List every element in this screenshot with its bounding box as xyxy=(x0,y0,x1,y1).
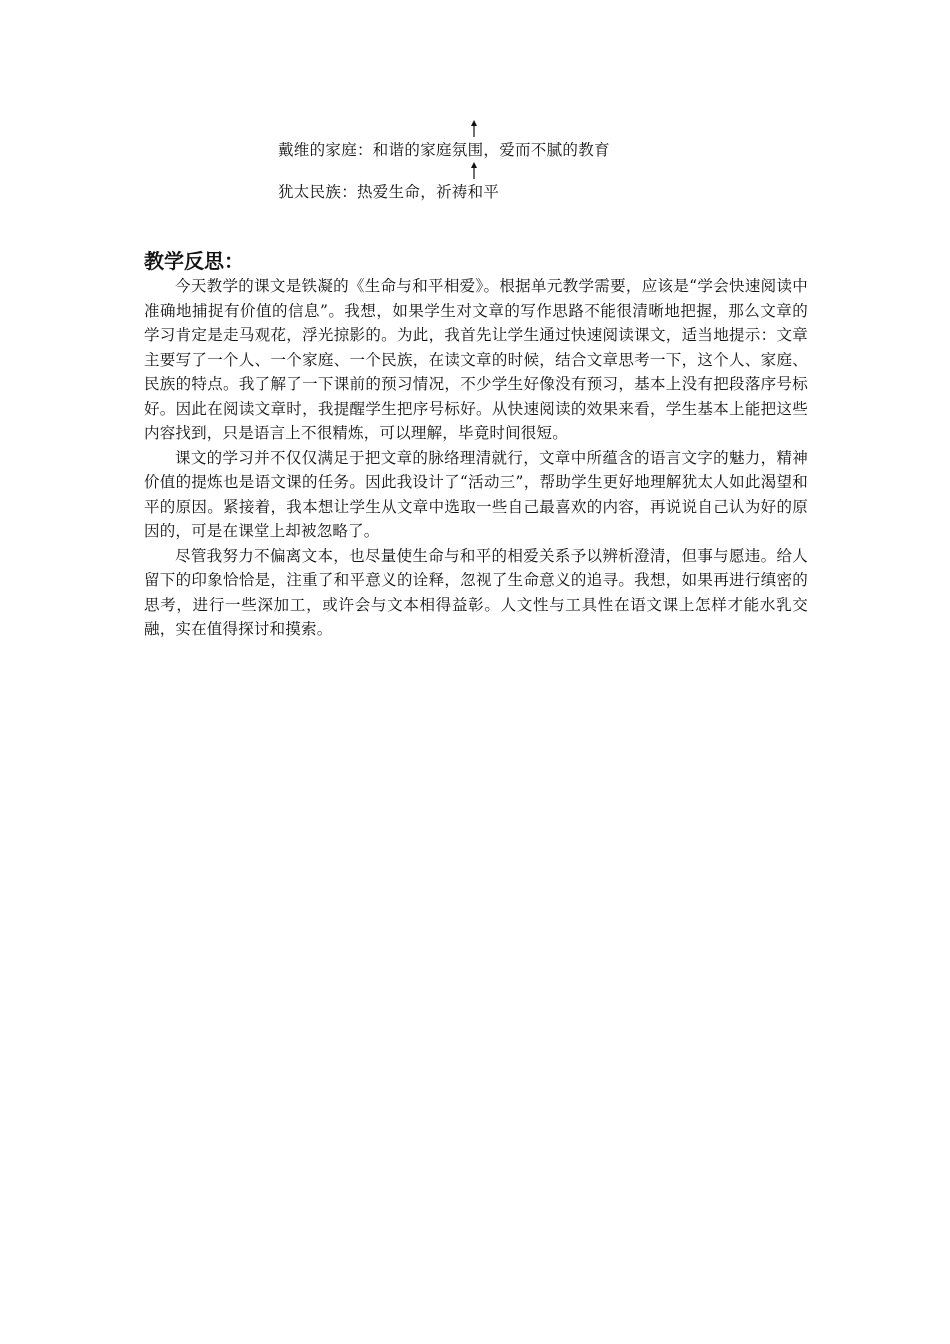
nation-line: 犹太民族：热爱生命，祈祷和平 xyxy=(278,183,500,201)
structure-diagram xyxy=(278,120,698,204)
reflection-paragraph: 今天教学的课文是铁凝的《生命与和平相爱》。根据单元教学需要，应该是“学会快速阅读中准确地捕捉有价值的信息”。我想，如果学生对文章的写作思路不能很清晰地把握，那么文章的学习肯定是走马观花，浮光掠影的。为此，我首先让学生通过快速阅读课文，适当地提示：文章主要写了一个人、一个家庭、一个民族，在读文章的时候，结合文章思考一下，这个人、家庭、民族的特点。我了解了一下课前的预习情况，不少学生好像没有预习，基本上没有把段落序号标好。因此在阅读文章时，我提醒学生把序号标好。从快速阅读的效果来看，学生基本上能把这些内容找到，只是语言上不很精炼，可以理解，毕竟时间很短。 xyxy=(144,277,808,442)
reflection-body xyxy=(144,274,808,642)
up-arrow-icon xyxy=(468,162,480,180)
reflection-heading: 教学反思： xyxy=(144,249,244,273)
reflection-paragraph: 课文的学习并不仅仅满足于把文章的脉络理清就行，文章中所蕴含的语言文字的魅力，精神价值的提炼也是语文课的任务。因此我设计了“活动三”，帮助学生更好地理解犹太人如此渴望和平的原因。紧接着，我本想让学生从文章中选取一些自己最喜欢的内容，再说说自己认为好的原因的，可是在课堂上却被忽略了。 xyxy=(144,448,808,540)
up-arrow-icon xyxy=(468,120,480,138)
family-line: 戴维的家庭：和谐的家庭氛围，爱而不腻的教育 xyxy=(278,141,610,159)
reflection-paragraph: 尽管我努力不偏离文本，也尽量使生命与和平的相爱关系予以辨析澄清，但事与愿违。给人留下的印象恰恰是，注重了和平意义的诠释，忽视了生命意义的追寻。我想，如果再进行缜密的思考，进行一些深加工，或许会与文本相得益彰。人文性与工具性在语文课上怎样才能水乳交融，实在值得探讨和摸索。 xyxy=(144,546,808,638)
